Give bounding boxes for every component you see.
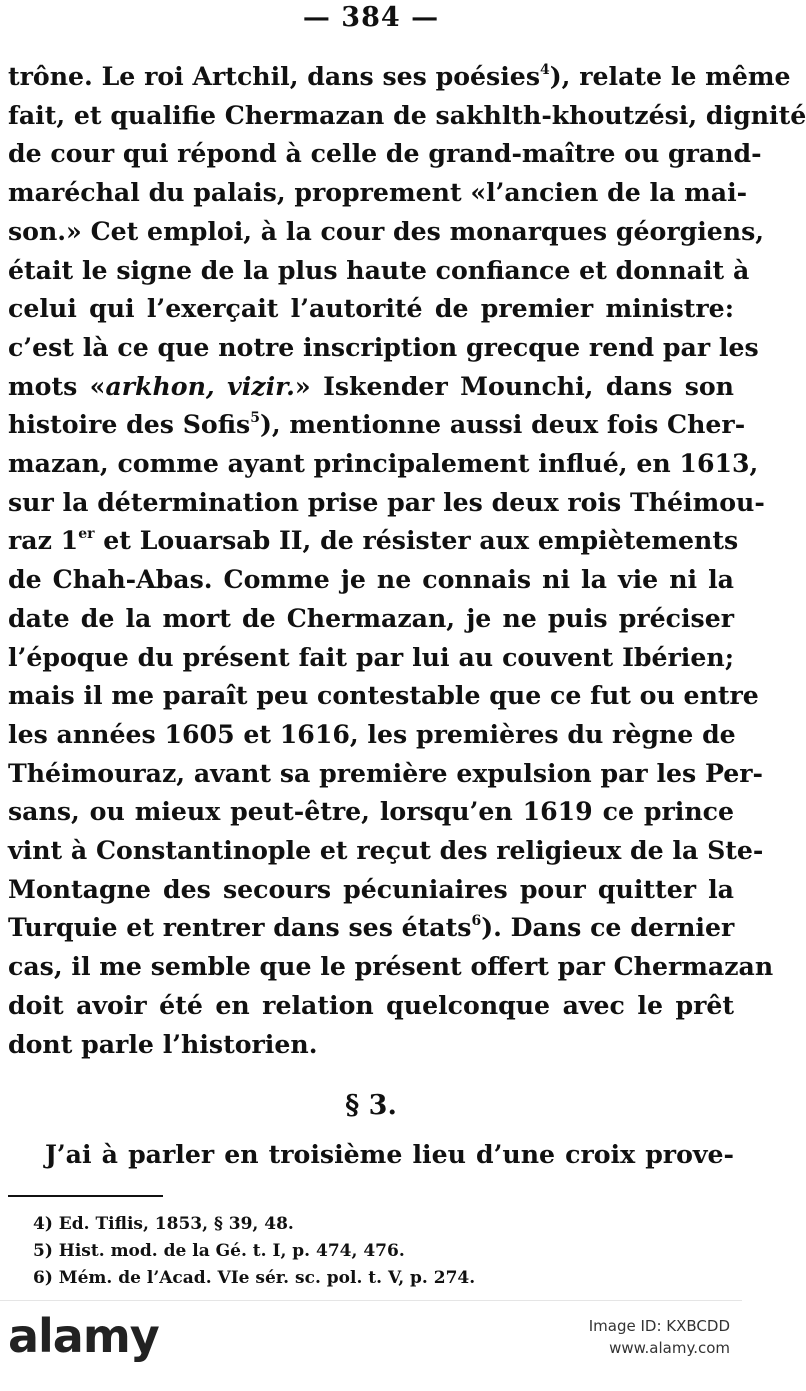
text-line: son.» Cet emploi, à la cour des monarques géorgiens, [8,215,765,246]
text-line: l’époque du présent fait par lui au couvent Ibérien; [8,641,734,672]
text-line: Théimouraz, avant sa première expulsion par les Per- [8,757,764,788]
text-line: maréchal du palais, proprement «l’ancien de la mai- [8,177,748,208]
watermark-bar [0,1300,742,1391]
text-line: mazan, comme ayant principalement influé, en 1613, [8,448,759,479]
text-line: sur la détermination prise par les deux rois Théimou- [8,486,765,517]
text-line [8,367,734,406]
footnote: 6) Mém. de l’Acad. VIe sér. sc. pol. t. V, p. 274. [33,1268,476,1288]
image-id [589,1315,730,1359]
italic-quote: arkhon, vizir. [105,370,295,401]
line-text: et Louarsab II, de résister aux empiètements [94,525,739,556]
text-line: c’est là ce que notre inscription grecque rend par les [8,331,759,362]
text-line: fait, et qualifie Chermazan de sakhlth-khoutzési, dignité [8,99,806,130]
footnote-ref: 4 [540,61,550,78]
footnote-divider [8,1195,163,1197]
line-text: ), mentionne aussi deux fois Cher- [259,409,746,440]
text-line: dont parle l’historien. [8,1028,318,1059]
image-id-text: Image ID: KXBCDD [588,1317,730,1335]
text-line: vint à Constantinople et reçut des religieux de la Ste- [8,835,764,866]
line-text: Turquie et rentrer dans ses états [8,912,472,943]
ordinal-suffix: er [78,526,95,543]
text-line [8,57,791,96]
line-text: trône. Le roi Artchil, dans ses poésies [8,61,540,91]
text-line: les années 1605 et 1616, les premières du règne de [8,718,736,749]
line-text: 1 [51,525,79,556]
text-line: Montagne des secours pécuniaires pour quitter la [8,873,734,904]
text-line: doit avoir été en relation quelconque avec le prêt [8,989,734,1020]
footnote-ref: 6 [471,913,482,930]
line-text: histoire des Sofis [8,409,251,440]
line-text: raz [8,525,52,556]
line-text: « [77,370,106,401]
page-number: — 384 — [302,2,440,33]
site-url: www.alamy.com [609,1339,730,1357]
footnote: 5) Hist. mod. de la Gé. t. I, p. 474, 476. [33,1241,405,1261]
line-text: mots [8,370,78,401]
text-line: de Chah-Abas. Comme je ne connais ni la vie ni la [8,564,734,595]
text-line: sans, ou mieux peut-être, lorsqu’en 1619 ce prince [8,796,734,827]
line-text: ). Dans ce dernier [481,912,735,943]
main-paragraph [8,57,806,1063]
alamy-logo: alamy [8,1309,159,1363]
footnote-ref: 5 [250,409,260,426]
text-line: de cour qui répond à celle de grand-maître ou grand- [8,138,762,169]
text-line: était le signe de la plus haute confiance et donnait à [8,254,750,285]
footnote: 4) Ed. Tiflis, 1853, § 39, 48. [33,1214,294,1234]
text-line [8,908,734,947]
text-line: cas, il me semble que le présent offert par Chermazan [8,951,774,982]
text-line [8,405,746,444]
text-line: date de la mort de Chermazan, je ne puis préciser [8,602,734,633]
line-text: » Iskender Mounchi, dans son [294,370,734,401]
line-text: ), relate le même [549,61,791,91]
text-line: mais il me paraît peu contestable que ce fut ou entre [8,680,759,711]
text-line [8,521,739,560]
text-line: celui qui l’exerçait l’autorité de premier ministre: [8,293,734,324]
section-first-line: J’ai à parler en troisième lieu d’une croix prove- [45,1139,734,1169]
footnotes [33,1211,633,1292]
section-heading: § 3. [345,1090,397,1121]
